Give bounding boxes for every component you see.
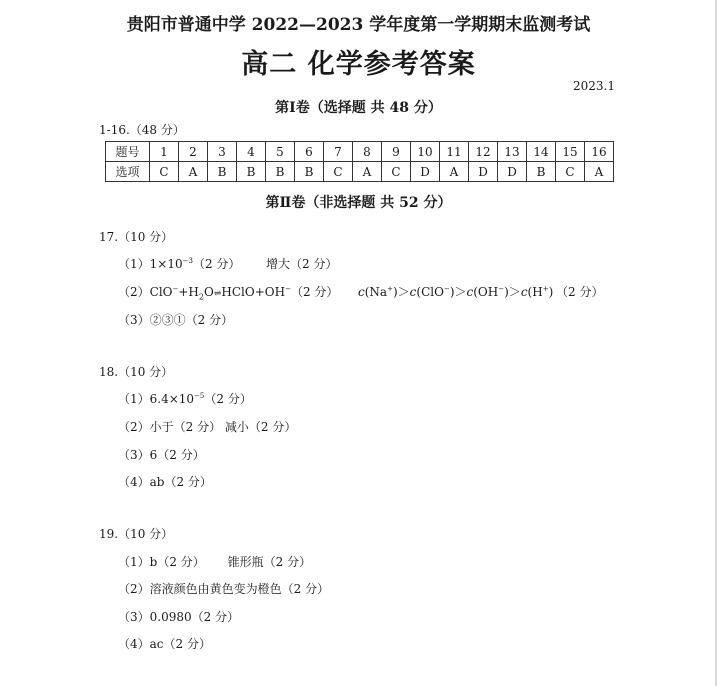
minus-charge: −	[443, 285, 450, 293]
question-number: 3	[208, 142, 237, 162]
answer-option: A	[353, 162, 382, 182]
c-symbol: c	[358, 285, 365, 299]
q17-answer-1	[118, 255, 338, 272]
c-symbol: c	[466, 285, 474, 299]
q17-2-score-a: （2 分）	[290, 285, 339, 299]
eq-products: HClO+OH	[221, 285, 286, 299]
q19-answer-1: （1）b（2 分） 锥形瓶（2 分）	[118, 555, 312, 569]
ion-h: (H	[527, 285, 543, 299]
question-number: 12	[469, 142, 498, 162]
q17-title: 17.（10 分）	[99, 230, 174, 244]
q17-1-exponent: −3	[182, 257, 193, 265]
q18-1-score: （2 分）	[204, 392, 252, 406]
ion-na: (Na	[364, 285, 388, 299]
q18-title: 18.（10 分）	[99, 365, 174, 379]
exam-date: 2023.1	[573, 79, 615, 93]
answer-option: C	[382, 162, 411, 182]
answer-option: D	[411, 162, 440, 182]
q19-answer-4: （4）ac（2 分）	[118, 637, 211, 651]
q18-answer-2: （2）小于（2 分） 减小（2 分）	[118, 420, 297, 434]
minus-charge: −	[498, 285, 505, 293]
question-number: 11	[440, 142, 469, 162]
plus-charge: +	[542, 285, 549, 293]
answer-option: A	[585, 162, 614, 182]
question-number: 6	[295, 142, 324, 162]
answer-table	[105, 141, 614, 182]
q19-title: 19.（10 分）	[99, 527, 174, 541]
subject-title: 高二 化学参考答案	[241, 49, 476, 80]
answer-table-option-row	[106, 162, 614, 182]
ion-oh: (OH	[473, 285, 499, 299]
question-number: 14	[527, 142, 556, 162]
question-number: 9	[382, 142, 411, 162]
q17-answer-3: （3）②③①（2 分）	[118, 313, 234, 327]
gt-sign: ＞	[397, 285, 410, 299]
q17-2-concentration-order	[358, 283, 553, 300]
question-number: 1	[150, 142, 179, 162]
answer-option: D	[498, 162, 527, 182]
q18-answer-3: （3）6（2 分）	[118, 448, 205, 462]
paren: )	[504, 285, 509, 299]
eq-o: O	[204, 285, 214, 299]
answer-option: A	[440, 162, 469, 182]
question-number: 13	[498, 142, 527, 162]
equilibrium-arrow-icon: ⇌	[213, 289, 222, 299]
q19-answer-2: （2）溶液颜色由黄色变为橙色（2 分）	[118, 582, 330, 596]
answer-option: B	[208, 162, 237, 182]
q18-answer-1	[118, 390, 252, 407]
answer-option: B	[527, 162, 556, 182]
q18-1-value: （1）6.4×10	[118, 392, 195, 406]
answer-option: C	[150, 162, 179, 182]
plus-charge: +	[387, 285, 393, 293]
answer-table-number-row	[106, 142, 614, 162]
question-number: 7	[324, 142, 353, 162]
question-number: 2	[179, 142, 208, 162]
q18-answer-4: （4）ab（2 分）	[118, 475, 212, 489]
q17-answer-2	[118, 283, 604, 302]
mcq-label: 1-16.（48 分）	[99, 123, 185, 137]
answer-option: C	[324, 162, 353, 182]
question-number: 16	[585, 142, 614, 162]
q17-2-score-b: （2 分）	[556, 285, 604, 299]
eq-clo: （2）ClO	[118, 285, 173, 299]
question-number: 15	[556, 142, 585, 162]
gt-sign: ＞	[454, 285, 467, 299]
eq-h: +H	[178, 285, 199, 299]
answer-option: A	[179, 162, 208, 182]
question-number: 4	[237, 142, 266, 162]
c-symbol: c	[520, 285, 528, 299]
answer-option: C	[556, 162, 585, 182]
question-number: 10	[411, 142, 440, 162]
answer-option: B	[266, 162, 295, 182]
answer-option: D	[469, 162, 498, 182]
school-exam-title: 贵阳市普通中学 2022—2023 学年度第一学期期末监测考试	[126, 15, 591, 35]
q19-answer-3: （3）0.0980（2 分）	[118, 610, 240, 624]
question-number: 8	[353, 142, 382, 162]
section-1-title: 第Ⅰ卷（选择题 共 48 分）	[275, 100, 442, 116]
paren: )	[392, 285, 398, 299]
q17-1-value: （1）1×10	[118, 257, 183, 271]
paren: )	[449, 285, 455, 299]
section-2-title: 第Ⅱ卷（非选择题 共 52 分）	[265, 195, 452, 211]
question-number: 5	[266, 142, 295, 162]
c-symbol: c	[409, 285, 417, 299]
eq-minus-charge: −	[285, 285, 291, 293]
eq-subscript-2: 2	[198, 292, 204, 302]
q17-2-equation	[118, 285, 339, 302]
gt-sign: ＞	[508, 285, 521, 299]
eq-minus-charge: −	[172, 285, 179, 293]
answer-option: B	[295, 162, 324, 182]
row-header-option: 选项	[106, 162, 150, 182]
ion-clo: (ClO	[416, 285, 444, 299]
q17-1-score: （2 分）	[192, 257, 241, 271]
row-header-number: 题号	[106, 142, 150, 162]
q17-1-trend: 增大（2 分）	[266, 257, 338, 271]
paren: )	[548, 285, 554, 299]
answer-option: B	[237, 162, 266, 182]
q18-1-exponent: −5	[194, 392, 205, 400]
